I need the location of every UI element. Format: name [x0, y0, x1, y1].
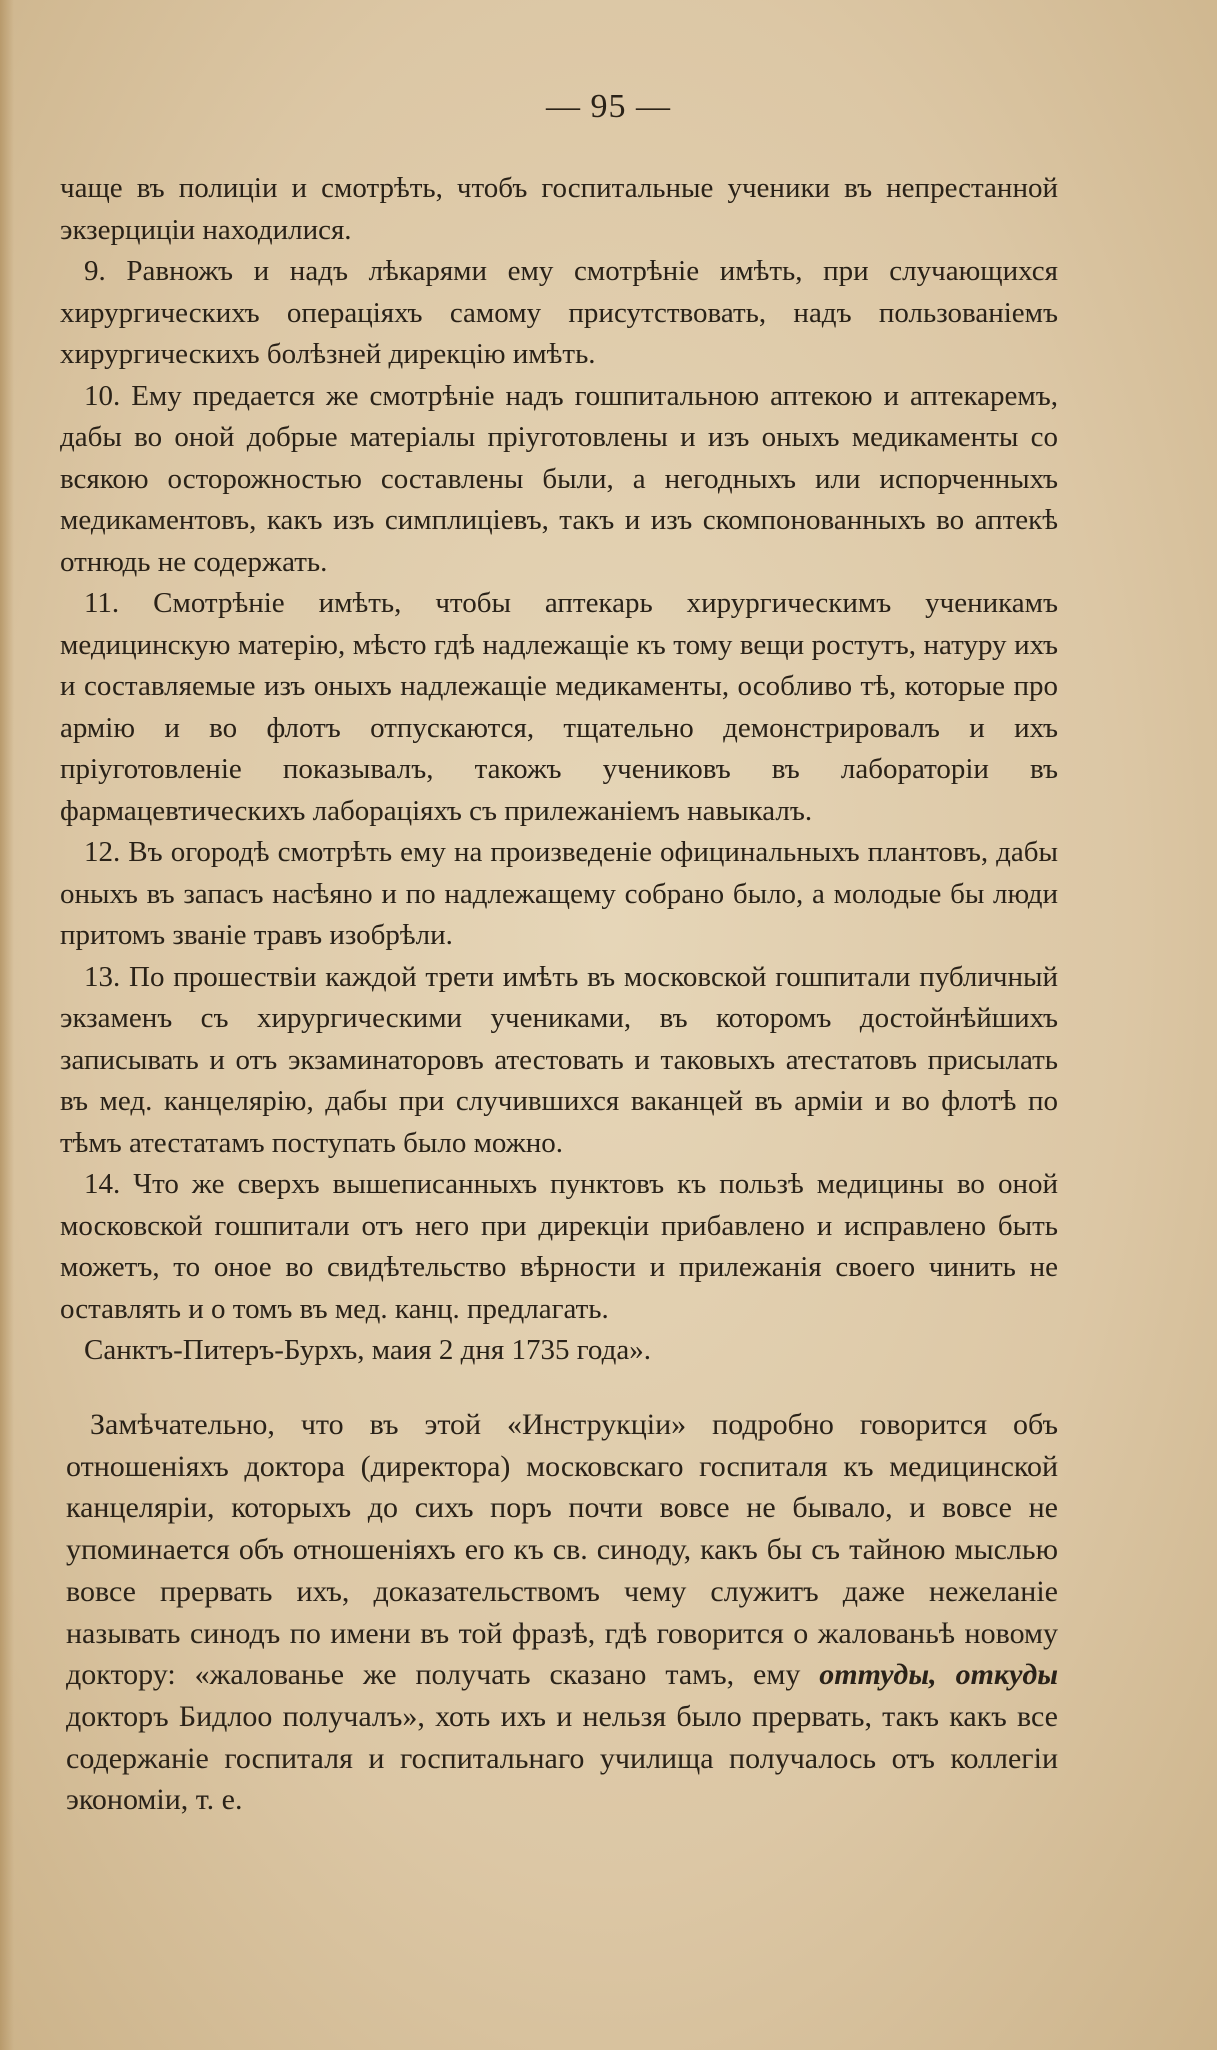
paragraph: 11. Смотрѣніе имѣть, чтобы аптекарь хирургическимъ ученикамъ медицинскую матерію, мѣсто гдѣ надлежащіе къ тому вещи ростутъ, натуру ихъ и составляемые изъ оныхъ надлежащіе медикаменты, особливо тѣ, которые про армію и во флотъ отпускаются, тщательно демонстрировалъ и ихъ пріуготовленіе показывалъ, такожъ учениковъ въ лабораторіи въ фармацевтическихъ лабораціяхъ съ прилежаніемъ навыкалъ. — [60, 587, 1058, 827]
commentary-text — [66, 1404, 1058, 1821]
commentary-italic-2: откуды — [955, 1658, 1059, 1692]
signature-date-line: Санктъ-Питеръ-Бурхъ, маия 2 дня 1735 года». — [84, 1334, 651, 1366]
paragraph: 14. Что же сверхъ вышеписанныхъ пунктовъ къ пользѣ медицины во оной московской гошпитали отъ него при дирекціи прибавлено и исправлено быть можетъ, то оное во свидѣтельство вѣрности и прилежанія своего чинить не оставлять и о томъ въ мед. канц. предлагать. — [60, 1168, 1058, 1325]
paragraph: чаще въ полиціи и смотрѣть, чтобъ госпитальные ученики въ непрестанной экзерциціи находилися. — [60, 172, 1058, 246]
paragraph: 13. По прошествіи каждой трети имѣть въ московской гошпитали публичный экзаменъ съ хирургическими учениками, въ которомъ достойнѣйшихъ записывать и отъ экзаминаторовъ атестовать и таковыхъ атестатовъ присылать въ мед. канцелярію, дабы при случившихся ваканцей въ арміи и во флотѣ по тѣмъ атестатамъ поступать было можно. — [60, 960, 1058, 1159]
page-edge-shadow — [0, 0, 14, 2050]
commentary-paragraph — [66, 1404, 1058, 1821]
page-number: — 95 — — [546, 88, 671, 125]
commentary-italic-1: оттуды, — [819, 1658, 937, 1692]
paragraph: 10. Ему предается же смотрѣніе надъ гошпитальною аптекою и аптекаремъ, дабы во оной добрые матеріалы пріуготовлены и изъ оныхъ медикаменты со всякою осторожностью составлены были, а негодныхъ или испорченныхъ медикаментовъ, какъ изъ симплиціевъ, такъ и изъ скомпонованныхъ во аптекѣ отнюдь не содержать. — [60, 379, 1058, 578]
commentary-part-2: докторъ Бидлоо получалъ», хоть ихъ и нельзя было прервать, такъ какъ все содержаніе госпиталя и госпитальнаго училища получалось отъ коллегіи экономіи, т. е. — [66, 1699, 1058, 1817]
paragraph: 12. Въ огородѣ смотрѣть ему на произведеніе официнальныхъ плантовъ, дабы оныхъ въ запасъ насѣяно и по надлежащему собрано было, а молодые бы люди притомъ званіе травъ изобрѣли. — [60, 836, 1058, 951]
instruction-text — [60, 168, 1058, 1372]
paragraph: 9. Равножъ и надъ лѣкарями ему смотрѣніе имѣть, при случающихся хирургическихъ операціяхъ самому присутствовать, надъ пользованіемъ хирургическихъ болѣзней дирекцію имѣть. — [60, 255, 1058, 370]
commentary-part-1: Замѣчательно, что въ этой «Инструкціи» подробно говорится объ отношеніяхъ доктора (директора) московскаго госпиталя къ медицинской канцеляріи, которыхъ до сихъ поръ почти вовсе не бывало, и вовсе не упоминается объ отношеніяхъ его къ св. синоду, какъ бы съ тайною мыслью вовсе прервать ихъ, доказательствомъ чему служитъ даже нежеланіе называть синодъ по имени въ той фразѣ, гдѣ говорится о жалованьѣ новому доктору: «жалованье же получать сказано тамъ, ему — [66, 1408, 1058, 1692]
